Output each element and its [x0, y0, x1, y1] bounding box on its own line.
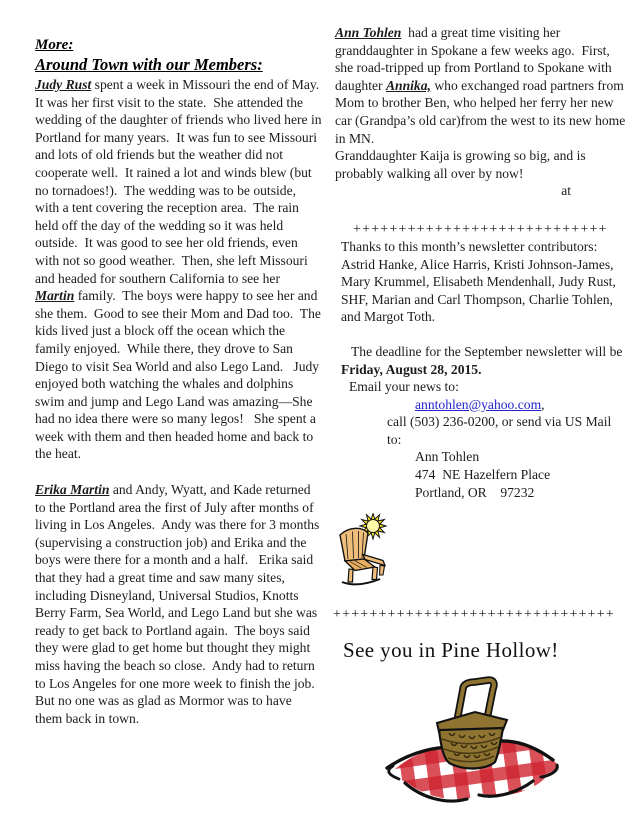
deadline-text [341, 343, 627, 378]
picnic-basket-icon [381, 673, 627, 824]
plus-separator-top: ++++++++++++++++++++++++++++ [353, 221, 608, 237]
member-name-judy-rust: Judy Rust [35, 77, 92, 92]
contact-phone-line: call (503) 236-0200, or send via US Mail to: [387, 414, 615, 447]
judy-rust-paragraph [35, 76, 326, 463]
judy-text-2: family. The boys were happy to see her and she them. Good to see their Mom and Dad too. The kids lived just a block off the ocean which the family enjoyed. While there, they drove to San Diego to visit Sea World and also Lego Land. Judy enjoyed both watching the whales and dolphins swim and jump and Lego Land was amazing—She had no idea there were so many legos! She spent a week with them and then headed home and back to the heat. [35, 288, 325, 462]
deadline-date: Friday, August 28, 2015. [341, 361, 482, 377]
heading-more: More: [35, 37, 74, 53]
address-name: Ann Tohlen [415, 449, 480, 465]
right-column [335, 24, 627, 824]
deadline-lead: The deadline for the September newsletter will be [351, 343, 626, 359]
stray-text-at: at [561, 183, 571, 199]
ann-text-2: who exchanged road partners from Mom to brother Ben, who helped her ferry her new car (Grandpa’s old car)from the west to its new home in MN. [335, 77, 629, 146]
email-link[interactable]: anntohlen@yahoo.com [415, 396, 542, 412]
ann-text-kaija-line: Granddaughter Kaija is growing so big, and is probably walking all over by now! [335, 148, 590, 181]
contributors-text: Thanks to this month’s newsletter contributors: Astrid Hanke, Alice Harris, Kristi Johnson-James, Mary Krummel, Elisabeth Mendenhall, Judy Rust, SHF, Marian and Carl Thompson, Charlie Tohlen, and Margot Toth. [341, 238, 620, 325]
member-name-annika: Annika, [385, 77, 431, 93]
heading-around-town: Around Town with our Members: [35, 55, 263, 74]
left-column [35, 36, 326, 727]
member-name-ann-tohlen: Ann Tohlen [335, 25, 402, 40]
ann-tohlen-paragraph [335, 24, 627, 147]
address-street: 474 NE Hazelfern Place [415, 467, 551, 483]
plus-separator-bottom: +++++++++++++++++++++++++++++++ [333, 607, 615, 623]
member-name-martin: Martin [35, 288, 75, 304]
closing-message: See you in Pine Hollow! [343, 638, 559, 663]
member-name-erika-martin: Erika Martin [35, 482, 110, 498]
adirondack-chair-sun-icon [335, 513, 627, 587]
email-label: Email your news to: [349, 379, 459, 395]
address-city: Portland, OR 97232 [415, 484, 535, 500]
email-comma: , [541, 396, 545, 412]
erika-martin-paragraph [35, 481, 322, 727]
ann-text-1: had a great time visiting her granddaughter in Spokane a few weeks ago. First, she road-tripped up from Portland to Spokane with daughter [335, 25, 616, 93]
erika-text-1: and Andy, Wyatt, and Kade returned to the Portland area the first of July after months of living in Los Angeles. Andy was there for 3 months (supervising a construction job) and Erika and the boys were there for a month and a half. Erika said that they had a great time and saw many sites, including Disneyland, Universal Studios, Knotts Berry Farm, Sea World, and Lego Land but she was ready to get back to Portland again. The boys said they were glad to get home but thought they might miss having the beach so close. Andy had to return to Los Angeles for one more week to finish the job. But no one was as glad as Mormor was to have them back in town. [35, 482, 323, 726]
email-line [415, 396, 627, 414]
judy-text-1: spent a week in Missouri the end of May. It was her first visit to the state. She attended the wedding of the daughter of friends who lived here in Portland for many years. It was fun to see Missouri and lots of old friends but the weather did not cooperate well. It rained a lot and winds blew (but no tornadoes!). The wedding was to be outside, with a tent covering the reception area. The rain held off the day of the wedding so it was held outside. It was good to see her old friends, even with not so good weather. Then, she left Missouri and headed for southern California to see her [35, 77, 326, 286]
